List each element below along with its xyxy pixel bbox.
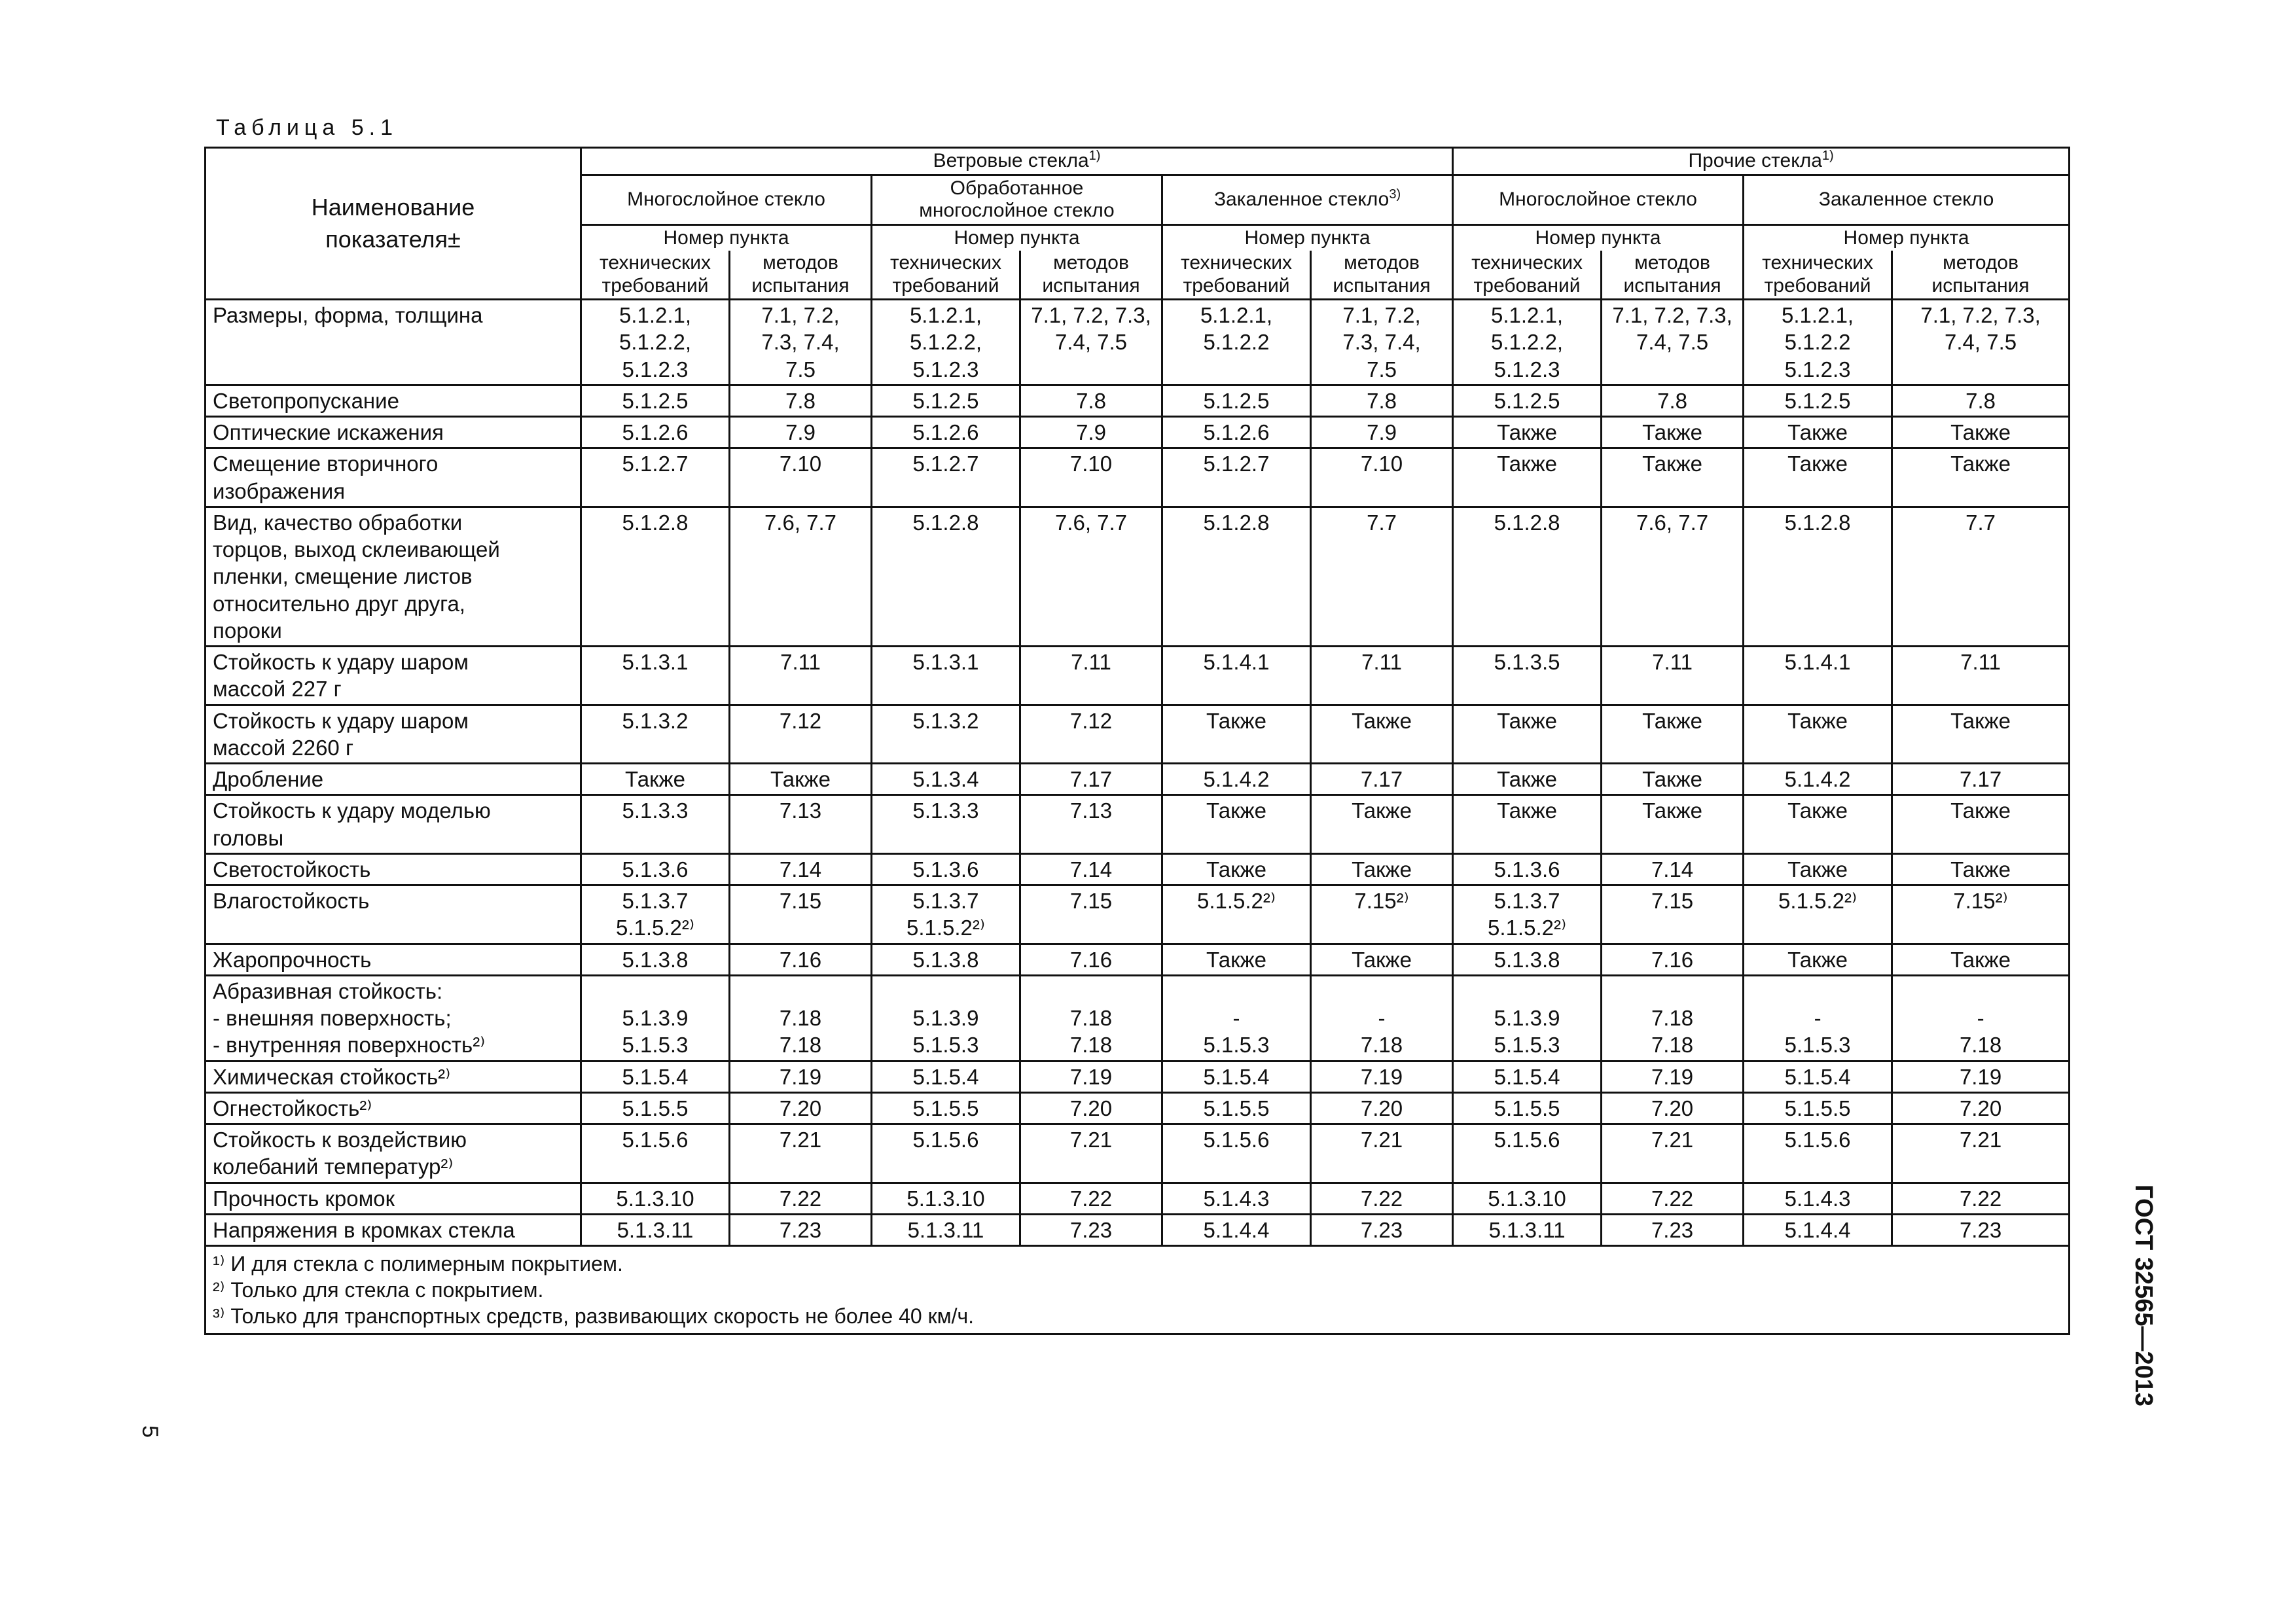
- cell-tech-requirement: 5.1.3.8: [1453, 944, 1602, 975]
- row-indicator-name: Химическая стойкость²⁾: [206, 1061, 581, 1092]
- cell-test-method: 7.16: [1020, 944, 1162, 975]
- cell-test-method: Также: [1602, 417, 1744, 448]
- cell-test-method: 7.17: [1311, 764, 1453, 795]
- cell-test-method: 7.1, 7.2, 7.3, 7.4, 7.5: [730, 300, 872, 385]
- cell-tech-requirement: 5.1.3.6: [1453, 853, 1602, 885]
- row-indicator-name: Размеры, форма, толщина: [206, 300, 581, 385]
- cell-tech-requirement: 5.1.2.5: [1162, 385, 1311, 416]
- header-name-column: Наименование показателя±: [206, 148, 581, 300]
- header-tech-requirements: технических требований: [1162, 251, 1311, 300]
- row-indicator-name: Огнестойкость²⁾: [206, 1092, 581, 1124]
- header-point-number: Номер пункта: [872, 224, 1162, 251]
- cell-test-method: 7.11: [730, 647, 872, 705]
- cell-tech-requirement: Также: [1453, 448, 1602, 507]
- cell-test-method: 7.23: [1311, 1214, 1453, 1245]
- cell-tech-requirement: 5.1.3.8: [872, 944, 1020, 975]
- cell-test-method: 7.19: [1020, 1061, 1162, 1092]
- header-test-methods: методов испытания: [1311, 251, 1453, 300]
- cell-test-method: 7.23: [1892, 1214, 2070, 1245]
- cell-test-method: 7.9: [1020, 417, 1162, 448]
- cell-tech-requirement: Также: [1744, 795, 1892, 854]
- cell-test-method: Также: [1892, 795, 2070, 854]
- footnotes: [206, 1246, 2070, 1334]
- table-row: [206, 764, 2070, 795]
- cell-test-method: 7.15: [730, 885, 872, 944]
- header-test-methods: методов испытания: [1892, 251, 2070, 300]
- cell-test-method: 7.10: [730, 448, 872, 507]
- cell-test-method: Также: [1311, 795, 1453, 854]
- cell-test-method: 7.11: [1892, 647, 2070, 705]
- cell-tech-requirement: 5.1.5.2²⁾: [1162, 885, 1311, 944]
- cell-tech-requirement: 5.1.2.8: [581, 507, 730, 646]
- cell-test-method: 7.1, 7.2, 7.3, 7.4, 7.5: [1602, 300, 1744, 385]
- cell-test-method: 7.19: [1311, 1061, 1453, 1092]
- cell-tech-requirement: 5.1.5.6: [872, 1124, 1020, 1183]
- specification-table: [204, 147, 2070, 1335]
- cell-test-method: 7.22: [1602, 1183, 1744, 1214]
- cell-test-method: 7.23: [730, 1214, 872, 1245]
- cell-tech-requirement: 5.1.5.5: [1453, 1092, 1602, 1124]
- table-row: [206, 975, 2070, 1061]
- table-row: [206, 795, 2070, 854]
- header-laminated-other: Многослойное стекло: [1453, 175, 1744, 224]
- row-indicator-name: Стойкость к удару моделью головы: [206, 795, 581, 854]
- table-row: [206, 448, 2070, 507]
- cell-test-method: 7.13: [1020, 795, 1162, 854]
- header-tempered-windshield: Закаленное стекло$^{3)}$: [1162, 175, 1453, 224]
- cell-tech-requirement: 5.1.2.1, 5.1.2.2, 5.1.2.3: [872, 300, 1020, 385]
- cell-tech-requirement: 5.1.3.7 5.1.5.2²⁾: [1453, 885, 1602, 944]
- header-test-methods: методов испытания: [730, 251, 872, 300]
- cell-test-method: 7.7: [1311, 507, 1453, 646]
- cell-tech-requirement: 5.1.5.6: [581, 1124, 730, 1183]
- table-row: [206, 1124, 2070, 1183]
- cell-test-method: 7.14: [1602, 853, 1744, 885]
- cell-tech-requirement: 5.1.3.9 5.1.5.3: [1453, 975, 1602, 1061]
- cell-test-method: 7.11: [1020, 647, 1162, 705]
- header-laminated-windshield: Многослойное стекло: [581, 175, 872, 224]
- cell-test-method: 7.21: [1602, 1124, 1744, 1183]
- cell-test-method: 7.8: [730, 385, 872, 416]
- cell-test-method: 7.8: [1020, 385, 1162, 416]
- cell-test-method: 7.16: [730, 944, 872, 975]
- cell-tech-requirement: 5.1.5.5: [1162, 1092, 1311, 1124]
- cell-test-method: Также: [1602, 764, 1744, 795]
- cell-tech-requirement: 5.1.2.8: [1744, 507, 1892, 646]
- cell-test-method: 7.1, 7.2, 7.3, 7.4, 7.5: [1311, 300, 1453, 385]
- cell-test-method: 7.18 7.18: [1020, 975, 1162, 1061]
- cell-tech-requirement: 5.1.2.1, 5.1.2.2 5.1.2.3: [1744, 300, 1892, 385]
- cell-tech-requirement: 5.1.5.6: [1453, 1124, 1602, 1183]
- cell-tech-requirement: Также: [1744, 705, 1892, 764]
- cell-test-method: 7.8: [1311, 385, 1453, 416]
- cell-tech-requirement: 5.1.3.2: [872, 705, 1020, 764]
- cell-tech-requirement: 5.1.2.1, 5.1.2.2: [1162, 300, 1311, 385]
- cell-tech-requirement: 5.1.5.6: [1744, 1124, 1892, 1183]
- cell-test-method: Также: [1602, 448, 1744, 507]
- cell-tech-requirement: 5.1.3.11: [872, 1214, 1020, 1245]
- cell-test-method: 7.12: [1020, 705, 1162, 764]
- cell-tech-requirement: 5.1.3.6: [581, 853, 730, 885]
- cell-test-method: 7.16: [1602, 944, 1744, 975]
- cell-test-method: 7.20: [1020, 1092, 1162, 1124]
- row-indicator-name: Смещение вторичного изображения: [206, 448, 581, 507]
- cell-test-method: 7.11: [1602, 647, 1744, 705]
- header-point-number: Номер пункта: [1162, 224, 1453, 251]
- cell-tech-requirement: 5.1.3.6: [872, 853, 1020, 885]
- table-row: [206, 853, 2070, 885]
- cell-tech-requirement: - 5.1.5.3: [1162, 975, 1311, 1061]
- cell-tech-requirement: 5.1.2.8: [1453, 507, 1602, 646]
- header-group-windshield: Ветровые стекла$^{1)}$: [581, 148, 1453, 175]
- cell-tech-requirement: 5.1.3.4: [872, 764, 1020, 795]
- cell-tech-requirement: 5.1.5.4: [1162, 1061, 1311, 1092]
- cell-tech-requirement: 5.1.4.4: [1744, 1214, 1892, 1245]
- cell-tech-requirement: 5.1.3.2: [581, 705, 730, 764]
- table-row: [206, 385, 2070, 416]
- row-indicator-name: Стойкость к воздействию колебаний температур²⁾: [206, 1124, 581, 1183]
- cell-test-method: Также: [1892, 853, 2070, 885]
- cell-tech-requirement: 5.1.3.9 5.1.5.3: [872, 975, 1020, 1061]
- row-indicator-name: Стойкость к удару шаром массой 2260 г: [206, 705, 581, 764]
- cell-tech-requirement: Также: [1744, 448, 1892, 507]
- cell-tech-requirement: 5.1.5.5: [1744, 1092, 1892, 1124]
- cell-tech-requirement: 5.1.2.5: [1744, 385, 1892, 416]
- cell-test-method: 7.19: [730, 1061, 872, 1092]
- cell-test-method: 7.17: [1020, 764, 1162, 795]
- cell-tech-requirement: 5.1.4.1: [1744, 647, 1892, 705]
- cell-test-method: 7.11: [1311, 647, 1453, 705]
- cell-tech-requirement: 5.1.2.8: [872, 507, 1020, 646]
- cell-tech-requirement: 5.1.5.5: [581, 1092, 730, 1124]
- footnote-2: ²⁾ Только для стекла с покрытием.: [213, 1278, 544, 1302]
- row-indicator-name: Оптические искажения: [206, 417, 581, 448]
- row-indicator-name: Абразивная стойкость: - внешняя поверхность; - внутренняя поверхность²⁾: [206, 975, 581, 1061]
- cell-tech-requirement: 5.1.3.1: [581, 647, 730, 705]
- cell-tech-requirement: Также: [1162, 853, 1311, 885]
- cell-tech-requirement: Также: [1453, 764, 1602, 795]
- cell-tech-requirement: 5.1.3.10: [1453, 1183, 1602, 1214]
- row-indicator-name: Светостойкость: [206, 853, 581, 885]
- cell-test-method: - 7.18: [1892, 975, 2070, 1061]
- cell-test-method: 7.18 7.18: [730, 975, 872, 1061]
- cell-test-method: 7.15²⁾: [1311, 885, 1453, 944]
- cell-tech-requirement: 5.1.3.7 5.1.5.2²⁾: [581, 885, 730, 944]
- cell-tech-requirement: 5.1.3.8: [581, 944, 730, 975]
- cell-test-method: 7.23: [1602, 1214, 1744, 1245]
- cell-tech-requirement: 5.1.3.10: [581, 1183, 730, 1214]
- cell-tech-requirement: 5.1.2.5: [581, 385, 730, 416]
- cell-tech-requirement: 5.1.4.1: [1162, 647, 1311, 705]
- cell-tech-requirement: Также: [1744, 944, 1892, 975]
- cell-test-method: Также: [1602, 795, 1744, 854]
- row-indicator-name: Стойкость к удару шаром массой 227 г: [206, 647, 581, 705]
- header-group-other: Прочие стекла$^{1)}$: [1453, 148, 2070, 175]
- cell-test-method: 7.22: [1892, 1183, 2070, 1214]
- row-indicator-name: Напряжения в кромках стекла: [206, 1214, 581, 1245]
- cell-tech-requirement: 5.1.3.11: [581, 1214, 730, 1245]
- table-row: [206, 1183, 2070, 1214]
- cell-tech-requirement: 5.1.3.10: [872, 1183, 1020, 1214]
- row-indicator-name: Дробление: [206, 764, 581, 795]
- cell-tech-requirement: 5.1.5.4: [1744, 1061, 1892, 1092]
- cell-test-method: 7.6, 7.7: [1020, 507, 1162, 646]
- cell-tech-requirement: 5.1.3.7 5.1.5.2²⁾: [872, 885, 1020, 944]
- row-indicator-name: Влагостойкость: [206, 885, 581, 944]
- cell-tech-requirement: Также: [581, 764, 730, 795]
- cell-tech-requirement: Также: [1744, 417, 1892, 448]
- cell-tech-requirement: Также: [1162, 705, 1311, 764]
- header-tech-requirements: технических требований: [1744, 251, 1892, 300]
- cell-tech-requirement: 5.1.2.6: [581, 417, 730, 448]
- cell-tech-requirement: 5.1.5.4: [581, 1061, 730, 1092]
- header-tempered-other: Закаленное стекло: [1744, 175, 2070, 224]
- table-row: [206, 1214, 2070, 1245]
- cell-tech-requirement: 5.1.2.5: [1453, 385, 1602, 416]
- cell-tech-requirement: 5.1.2.8: [1162, 507, 1311, 646]
- page-number: 5: [137, 1425, 162, 1438]
- cell-test-method: Также: [1311, 853, 1453, 885]
- cell-test-method: 7.10: [1020, 448, 1162, 507]
- cell-test-method: Также: [730, 764, 872, 795]
- cell-test-method: 7.7: [1892, 507, 2070, 646]
- cell-tech-requirement: - 5.1.5.3: [1744, 975, 1892, 1061]
- cell-tech-requirement: 5.1.3.3: [872, 795, 1020, 854]
- cell-tech-requirement: Также: [1453, 417, 1602, 448]
- cell-test-method: 7.21: [1311, 1124, 1453, 1183]
- header-test-methods: методов испытания: [1602, 251, 1744, 300]
- cell-test-method: 7.21: [730, 1124, 872, 1183]
- cell-tech-requirement: 5.1.2.1, 5.1.2.2, 5.1.2.3: [581, 300, 730, 385]
- cell-test-method: 7.15: [1602, 885, 1744, 944]
- cell-tech-requirement: Также: [1453, 705, 1602, 764]
- cell-test-method: Также: [1892, 705, 2070, 764]
- cell-test-method: 7.15²⁾: [1892, 885, 2070, 944]
- cell-tech-requirement: 5.1.4.3: [1162, 1183, 1311, 1214]
- footnote-1: ¹⁾ И для стекла с полимерным покрытием.: [213, 1252, 623, 1275]
- cell-test-method: 7.19: [1602, 1061, 1744, 1092]
- cell-test-method: 7.20: [1311, 1092, 1453, 1124]
- table-row: [206, 507, 2070, 646]
- cell-tech-requirement: 5.1.5.4: [1453, 1061, 1602, 1092]
- header-tech-requirements: технических требований: [1453, 251, 1602, 300]
- cell-test-method: 7.22: [730, 1183, 872, 1214]
- cell-test-method: Также: [1602, 705, 1744, 764]
- cell-tech-requirement: 5.1.2.1, 5.1.2.2, 5.1.2.3: [1453, 300, 1602, 385]
- header-processed-laminated: Обработанное многослойное стекло: [872, 175, 1162, 224]
- cell-tech-requirement: 5.1.2.6: [872, 417, 1020, 448]
- cell-test-method: - 7.18: [1311, 975, 1453, 1061]
- table-row: [206, 705, 2070, 764]
- cell-tech-requirement: 5.1.3.3: [581, 795, 730, 854]
- cell-tech-requirement: Также: [1453, 795, 1602, 854]
- cell-test-method: 7.21: [1020, 1124, 1162, 1183]
- table-caption: Таблица 5.1: [216, 115, 399, 140]
- cell-tech-requirement: Также: [1162, 944, 1311, 975]
- cell-tech-requirement: 5.1.5.4: [872, 1061, 1020, 1092]
- cell-test-method: 7.15: [1020, 885, 1162, 944]
- cell-test-method: 7.23: [1020, 1214, 1162, 1245]
- cell-tech-requirement: Также: [1162, 795, 1311, 854]
- cell-test-method: 7.8: [1892, 385, 2070, 416]
- header-point-number: Номер пункта: [1453, 224, 1744, 251]
- cell-test-method: 7.17: [1892, 764, 2070, 795]
- cell-test-method: 7.13: [730, 795, 872, 854]
- cell-tech-requirement: 5.1.5.5: [872, 1092, 1020, 1124]
- cell-test-method: 7.12: [730, 705, 872, 764]
- cell-test-method: 7.14: [730, 853, 872, 885]
- cell-tech-requirement: 5.1.4.2: [1744, 764, 1892, 795]
- table-row: [206, 1092, 2070, 1124]
- cell-tech-requirement: 5.1.3.9 5.1.5.3: [581, 975, 730, 1061]
- cell-test-method: 7.19: [1892, 1061, 2070, 1092]
- table-row: [206, 300, 2070, 385]
- cell-tech-requirement: 5.1.4.4: [1162, 1214, 1311, 1245]
- cell-tech-requirement: 5.1.2.7: [1162, 448, 1311, 507]
- cell-tech-requirement: 5.1.5.2²⁾: [1744, 885, 1892, 944]
- cell-test-method: 7.1, 7.2, 7.3, 7.4, 7.5: [1892, 300, 2070, 385]
- cell-test-method: 7.18 7.18: [1602, 975, 1744, 1061]
- cell-test-method: 7.22: [1020, 1183, 1162, 1214]
- header-test-methods: методов испытания: [1020, 251, 1162, 300]
- cell-test-method: Также: [1311, 705, 1453, 764]
- cell-test-method: Также: [1892, 448, 2070, 507]
- cell-test-method: Также: [1892, 417, 2070, 448]
- cell-test-method: 7.22: [1311, 1183, 1453, 1214]
- row-indicator-name: Вид, качество обработки торцов, выход склеивающей пленки, смещение листов относительно друг друга, пороки: [206, 507, 581, 646]
- cell-test-method: Также: [1892, 944, 2070, 975]
- cell-tech-requirement: 5.1.3.11: [1453, 1214, 1602, 1245]
- table-row: [206, 885, 2070, 944]
- cell-tech-requirement: 5.1.4.3: [1744, 1183, 1892, 1214]
- cell-tech-requirement: 5.1.5.6: [1162, 1124, 1311, 1183]
- cell-test-method: 7.14: [1020, 853, 1162, 885]
- cell-tech-requirement: 5.1.4.2: [1162, 764, 1311, 795]
- cell-test-method: 7.20: [730, 1092, 872, 1124]
- cell-tech-requirement: Также: [1744, 853, 1892, 885]
- cell-tech-requirement: 5.1.3.5: [1453, 647, 1602, 705]
- header-point-number: Номер пункта: [581, 224, 872, 251]
- table-row: [206, 1061, 2070, 1092]
- table-row: [206, 417, 2070, 448]
- row-indicator-name: Прочность кромок: [206, 1183, 581, 1214]
- cell-test-method: 7.21: [1892, 1124, 2070, 1183]
- cell-test-method: 7.6, 7.7: [1602, 507, 1744, 646]
- cell-tech-requirement: 5.1.2.5: [872, 385, 1020, 416]
- table-row: [206, 647, 2070, 705]
- cell-test-method: 7.9: [730, 417, 872, 448]
- table-row: [206, 944, 2070, 975]
- row-indicator-name: Жаропрочность: [206, 944, 581, 975]
- row-indicator-name: Светопропускание: [206, 385, 581, 416]
- cell-tech-requirement: 5.1.2.6: [1162, 417, 1311, 448]
- cell-test-method: 7.6, 7.7: [730, 507, 872, 646]
- cell-test-method: 7.1, 7.2, 7.3, 7.4, 7.5: [1020, 300, 1162, 385]
- cell-test-method: 7.9: [1311, 417, 1453, 448]
- cell-test-method: Также: [1311, 944, 1453, 975]
- header-tech-requirements: технических требований: [581, 251, 730, 300]
- cell-test-method: 7.20: [1602, 1092, 1744, 1124]
- cell-test-method: 7.8: [1602, 385, 1744, 416]
- cell-test-method: 7.10: [1311, 448, 1453, 507]
- document-standard-id: ГОСТ 32565—2013: [2130, 1185, 2157, 1407]
- table-body: [206, 300, 2070, 1246]
- cell-test-method: 7.20: [1892, 1092, 2070, 1124]
- cell-tech-requirement: 5.1.3.1: [872, 647, 1020, 705]
- footnote-3: ³⁾ Только для транспортных средств, развивающих скорость не более 40 км/ч.: [213, 1304, 975, 1328]
- cell-tech-requirement: 5.1.2.7: [581, 448, 730, 507]
- header-point-number: Номер пункта: [1744, 224, 2070, 251]
- header-tech-requirements: технических требований: [872, 251, 1020, 300]
- cell-tech-requirement: 5.1.2.7: [872, 448, 1020, 507]
